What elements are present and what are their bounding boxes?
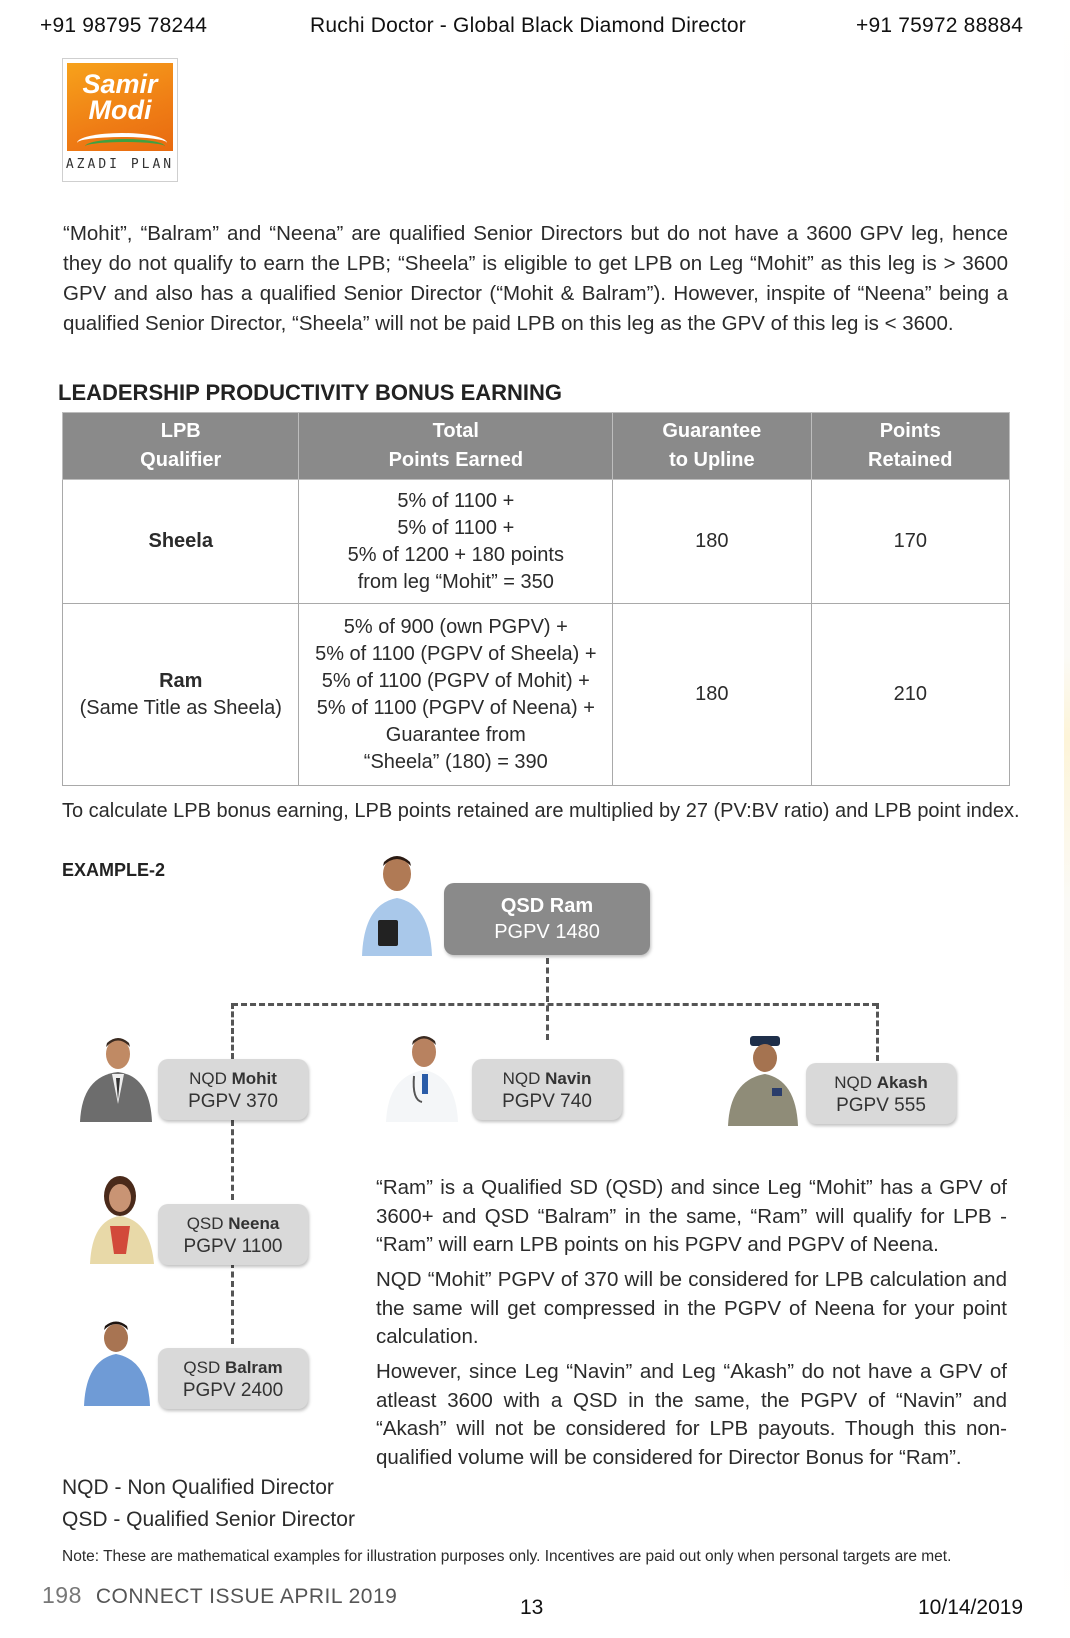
th-points-retained: Points Retained (811, 413, 1009, 480)
node-nqd-akash: NQD Akash PGPV 555 (806, 1063, 956, 1124)
cell-points-earned: 5% of 1100 + 5% of 1100 + 5% of 1200 + 180 points from leg “Mohit” = 350 (299, 480, 613, 604)
mohit-photo (78, 1034, 154, 1122)
legend-nqd: NQD - Non Qualified Director (62, 1476, 334, 1499)
akash-photo (726, 1034, 800, 1126)
cell-guarantee: 180 (613, 604, 811, 786)
table-row (63, 480, 1010, 604)
section-title: LEADERSHIP PRODUCTIVITY BONUS EARNING (58, 380, 563, 405)
samir-modi-logo (62, 58, 178, 182)
logo-subtitle: AZADI PLAN (65, 157, 175, 172)
logo-line2: Modi (88, 95, 152, 125)
th-total-points: Total Points Earned (299, 413, 613, 480)
cell-retained: 210 (811, 604, 1009, 786)
table-row (63, 604, 1010, 786)
page-edge (1064, 0, 1070, 1638)
connector-root-down (546, 958, 549, 1040)
cell-guarantee: 180 (613, 480, 811, 604)
explanation-p3: However, since Leg “Navin” and Leg “Akash” do not have a GPV of atleast 3600 with a QSD in the same, the PGPV of “Navin” and “Akash” will not be considered for LPB payouts. Though this non-qualified volume will be considered for Director Bonus for “Ram”. (376, 1360, 1007, 1469)
explanation-p2: NQD “Mohit” PGPV of 370 will be considered for LPB calculation and the same will get compressed in the PGPV of Neena for your point calculation. (376, 1268, 1007, 1349)
ram-photo (356, 852, 438, 956)
calc-note: To calculate LPB bonus earning, LPB points retained are multiplied by 27 (PV:BV ratio) and LPB point index. (62, 800, 1020, 822)
th-guarantee: Guarantee to Upline (613, 413, 811, 480)
navin-photo (384, 1030, 460, 1122)
cell-qualifier: Ram (Same Title as Sheela) (63, 604, 299, 786)
footer-page-center: 13 (520, 1596, 544, 1619)
cell-points-earned: 5% of 900 (own PGPV) + 5% of 1100 (PGPV of Sheela) + 5% of 1100 (PGPV of Mohit) + 5% of 1100 (PGPV of Neena) + Guarantee from “Sheela” (180) = 390 (299, 604, 613, 786)
neena-photo (88, 1170, 156, 1264)
connector-mohit (231, 1003, 234, 1059)
node-qsd-ram: QSD Ram PGPV 1480 (444, 883, 650, 955)
lpb-table (62, 412, 1010, 786)
footer-date: 10/14/2019 (918, 1596, 1024, 1619)
node-nqd-mohit: NQD Mohit PGPV 370 (158, 1059, 308, 1120)
example-label: EXAMPLE-2 (62, 860, 166, 880)
th-lpb-qualifier: LPB Qualifier (63, 413, 299, 480)
table-header-row (63, 413, 1010, 480)
connector-mohit-neena (231, 1120, 234, 1200)
connector-horizontal (232, 1003, 878, 1006)
node-qsd-balram: QSD Balram PGPV 2400 (158, 1348, 308, 1409)
footer-issue-label: CONNECT ISSUE APRIL 2019 (95, 1585, 398, 1608)
intro-paragraph: “Mohit”, “Balram” and “Neena” are qualified Senior Directors but do not have a 3600 GPV leg, hence they do not qualify to earn the LPB; “Sheela” is eligible to get LPB on Leg “Mohit” as this leg is > 3600 GPV and also has a qualified Senior Director (“Mohit & Balram”). However, inspite of “Neena” being a qualified Senior Director, “Sheela” will not be paid LPB on this leg as the GPV of this leg is < 3600. (63, 222, 1008, 335)
node-qsd-neena: QSD Neena PGPV 1100 (158, 1204, 308, 1265)
footer-page-number: 198 (42, 1582, 82, 1608)
header-title: Ruchi Doctor - Global Black Diamond Director (310, 14, 746, 37)
balram-photo (82, 1318, 152, 1406)
legend-qsd: QSD - Qualified Senior Director (62, 1508, 355, 1531)
connector-akash (876, 1003, 879, 1061)
explanation-p1: “Ram” is a Qualified SD (QSD) and since Leg “Mohit” has a GPV of 3600+ and QSD “Balram” in the same, “Ram” will qualify for LPB - “Ram” will earn LPB points on his PGPV and PGPV of Neena. (376, 1176, 1007, 1257)
disclaimer-note: Note: These are mathematical examples for illustration purposes only. Incentives are paid out only when personal targets are met. (62, 1548, 952, 1565)
node-nqd-navin: NQD Navin PGPV 740 (472, 1059, 622, 1120)
logo-line1: Samir (82, 69, 158, 99)
cell-qualifier: Sheela (63, 480, 299, 604)
connector-neena-balram (231, 1262, 234, 1344)
footer-issue (42, 1582, 397, 1609)
cell-retained: 170 (811, 480, 1009, 604)
header-phone-right: +91 75972 88884 (856, 14, 1024, 37)
header-phone-left: +91 98795 78244 (40, 14, 208, 37)
